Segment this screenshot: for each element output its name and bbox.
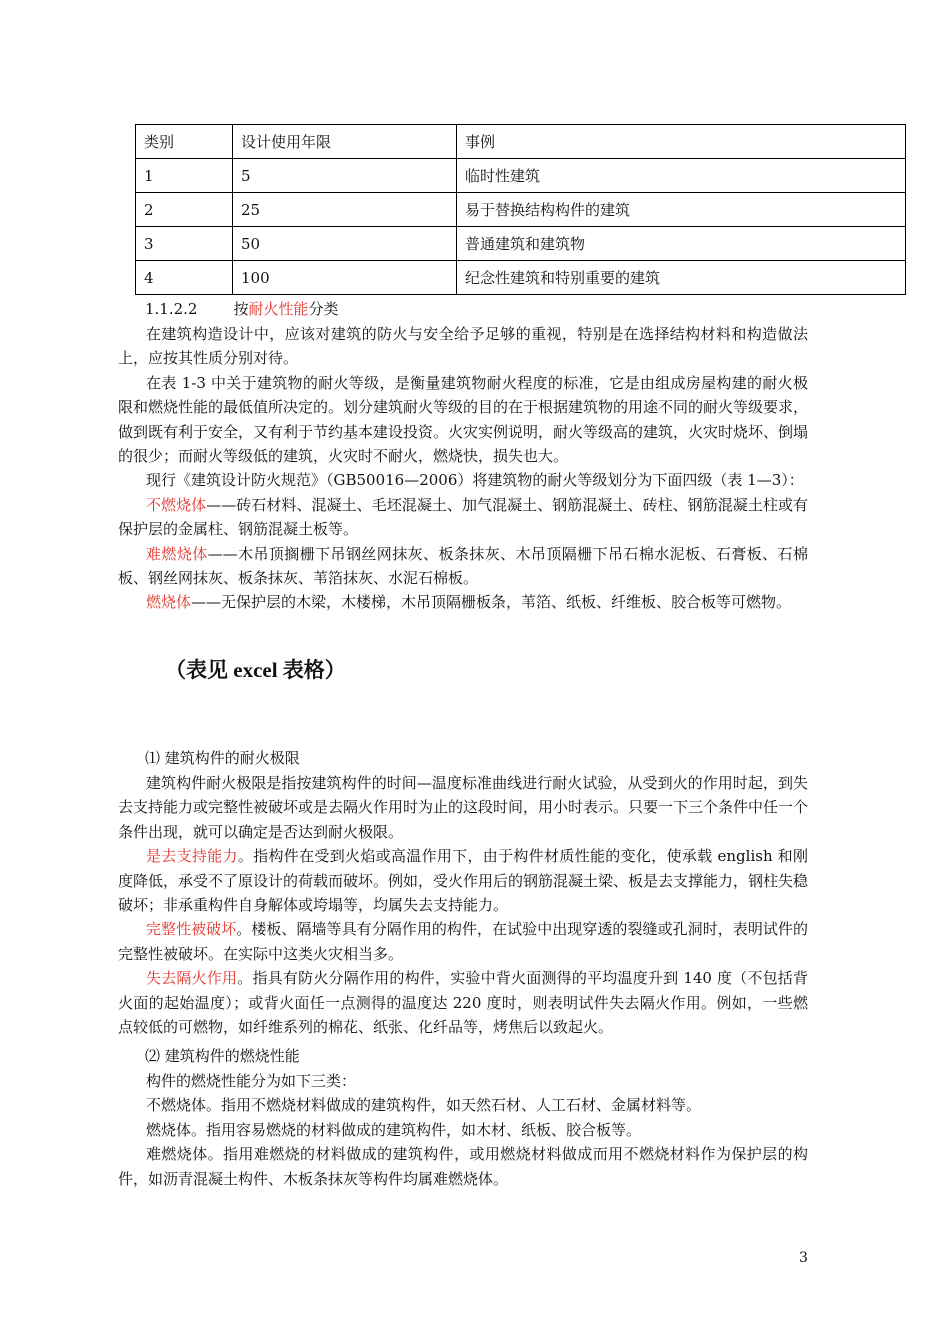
section-title-suffix: 分类 <box>308 300 339 318</box>
page-number: 3 <box>799 1250 808 1266</box>
table-cell: 1 <box>136 159 233 193</box>
condition-term: 完整性被破坏 <box>146 920 237 939</box>
material-term: 不燃烧体 <box>146 495 207 514</box>
header-example: 事例 <box>457 125 906 159</box>
table-cell: 临时性建筑 <box>457 159 906 193</box>
table-cell: 5 <box>233 159 457 193</box>
paragraph: 在表 1-3 中关于建筑物的耐火等级，是衡量建筑物耐火程度的标准，它是由组成房屋构建的耐火极限和燃烧性能的最低值所决定的。划分建筑耐火等级的目的在于根据建筑物的用途不同的耐火等级要求，做到既有利于安全，又有利于节约基本建设投资。火灾实例说明，耐火等级高的建筑，火灾时烧坏、倒塌的很少；而耐火等级低的建筑，火灾时不耐火，燃烧快，损失也大。 <box>118 373 809 466</box>
header-category: 类别 <box>136 125 233 159</box>
table-row <box>136 159 906 193</box>
table-row <box>136 227 906 261</box>
material-item-fire-retardant <box>118 542 808 591</box>
material-term: 难燃烧体 <box>146 544 208 563</box>
fire-limit-title: ⑴ 建筑构件的耐火极限 <box>145 749 300 767</box>
section-number: 1.1.2.2 <box>145 300 198 318</box>
condition-term: 是去支持能力 <box>146 847 238 866</box>
service-life-table <box>135 124 906 295</box>
body-text-c <box>118 1069 808 1191</box>
condition-text: 。指构件在受到火焰或高温作用下，由于构件材质性能的变化，使承载 english 和刚度降低，承受不了原设计的荷载而破坏。例如，受火作用后的钢筋混凝土梁、板是去支撑能力，钢柱失稳破坏；非承重构件自身解体或垮塌等，均属失去支持能力。 <box>118 847 809 915</box>
material-text: ——砖石材料、混凝土、毛坯混凝土、加气混凝土、钢筋混凝土、砖柱、钢筋混凝土柱或有保护层的金属柱、钢筋混凝土板等。 <box>118 495 808 539</box>
table-cell: 100 <box>233 261 457 295</box>
condition-text: 。指具有防火分隔作用的构件，实验中背火面测得的平均温度升到 140 度（不包括背火面的起始温度）；或背火面任一点测得的温度达 220 度时，则表明试件失去隔火作用。例如，一些燃点较低的可燃物，如纤维系列的棉花、纸张、化纤品等，烤焦后以致起火。 <box>118 969 808 1037</box>
table-cell: 易于替换结构构件的建筑 <box>457 193 906 227</box>
body-text-a <box>118 322 808 615</box>
combustion-title: ⑵ 建筑构件的燃烧性能 <box>145 1047 300 1065</box>
table-cell: 纪念性建筑和特别重要的建筑 <box>457 261 906 295</box>
condition-item <box>118 966 808 1039</box>
paragraph: 在建筑构造设计中，应该对建筑的防火与安全给予足够的重视，特别是在选择结构材料和构造做法上，应按其性质分别对待。 <box>118 325 808 368</box>
paragraph: 不燃烧体。指用不燃烧材料做成的建筑构件，如天然石材、人工石材、金属材料等。 <box>146 1096 702 1115</box>
table-cell: 3 <box>136 227 233 261</box>
paragraph: 现行《建筑设计防火规范》（GB50016—2006）将建筑物的耐火等级划分为下面四级（表 1—3）： <box>146 471 804 490</box>
table-row <box>136 261 906 295</box>
condition-item <box>118 917 808 966</box>
table-cell: 普通建筑和建筑物 <box>457 227 906 261</box>
table-cell: 25 <box>233 193 457 227</box>
paragraph: 建筑构件耐火极限是指按建筑构件的时间—温度标准曲线进行耐火试验，从受到火的作用时起，到失去支持能力或完整性被破坏或是去隔火作用时为止的这段时间，用小时表示。只要一下三个条件中任一个条件出现，就可以确定是否达到耐火极限。 <box>118 774 809 841</box>
material-text: ——无保护层的木梁，木楼梯，木吊顶隔栅板条，苇箔、纸板、纤维板、胶合板等可燃物。 <box>191 593 792 612</box>
paragraph: 难燃烧体。指用难燃烧的材料做成的建筑构件，或用燃烧材料做成而用不燃烧材料作为保护层的构件，如沥青混凝土构件、木板条抹灰等构件均属难燃烧体。 <box>118 1145 808 1188</box>
material-text: ——木吊顶搁栅下吊钢丝网抹灰、板条抹灰、木吊顶隔栅下吊石棉水泥板、石膏板、石棉板、钢丝网抹灰、板条抹灰、苇箔抹灰、水泥石棉板。 <box>118 544 808 588</box>
material-term: 燃烧体 <box>146 593 192 612</box>
table-header-row <box>136 125 906 159</box>
section-title-highlight: 耐火性能 <box>248 300 309 318</box>
condition-item <box>118 844 808 917</box>
material-item-combustible <box>118 590 808 614</box>
table-cell: 50 <box>233 227 457 261</box>
section-heading-fire-performance <box>145 298 339 319</box>
section-title-prefix: 按 <box>233 300 249 318</box>
paragraph: 构件的燃烧性能分为如下三类： <box>146 1072 357 1090</box>
condition-term: 失去隔火作用 <box>146 969 238 988</box>
table-cell: 4 <box>136 261 233 295</box>
excel-note-heading: （表见 excel 表格） <box>165 658 346 682</box>
table-cell: 2 <box>136 193 233 227</box>
paragraph: 燃烧体。指用容易燃烧的材料做成的建筑构件，如木材、纸板、胶合板等。 <box>146 1120 642 1139</box>
body-text-b <box>118 771 808 1039</box>
material-item-noncombustible <box>118 493 808 542</box>
condition-text: 。楼板、隔墙等具有分隔作用的构件，在试验中出现穿透的裂缝或孔洞时，表明试件的完整性被破坏。在实际中这类火灾相当多。 <box>118 920 808 963</box>
header-service-life: 设计使用年限 <box>233 125 457 159</box>
table-row <box>136 193 906 227</box>
